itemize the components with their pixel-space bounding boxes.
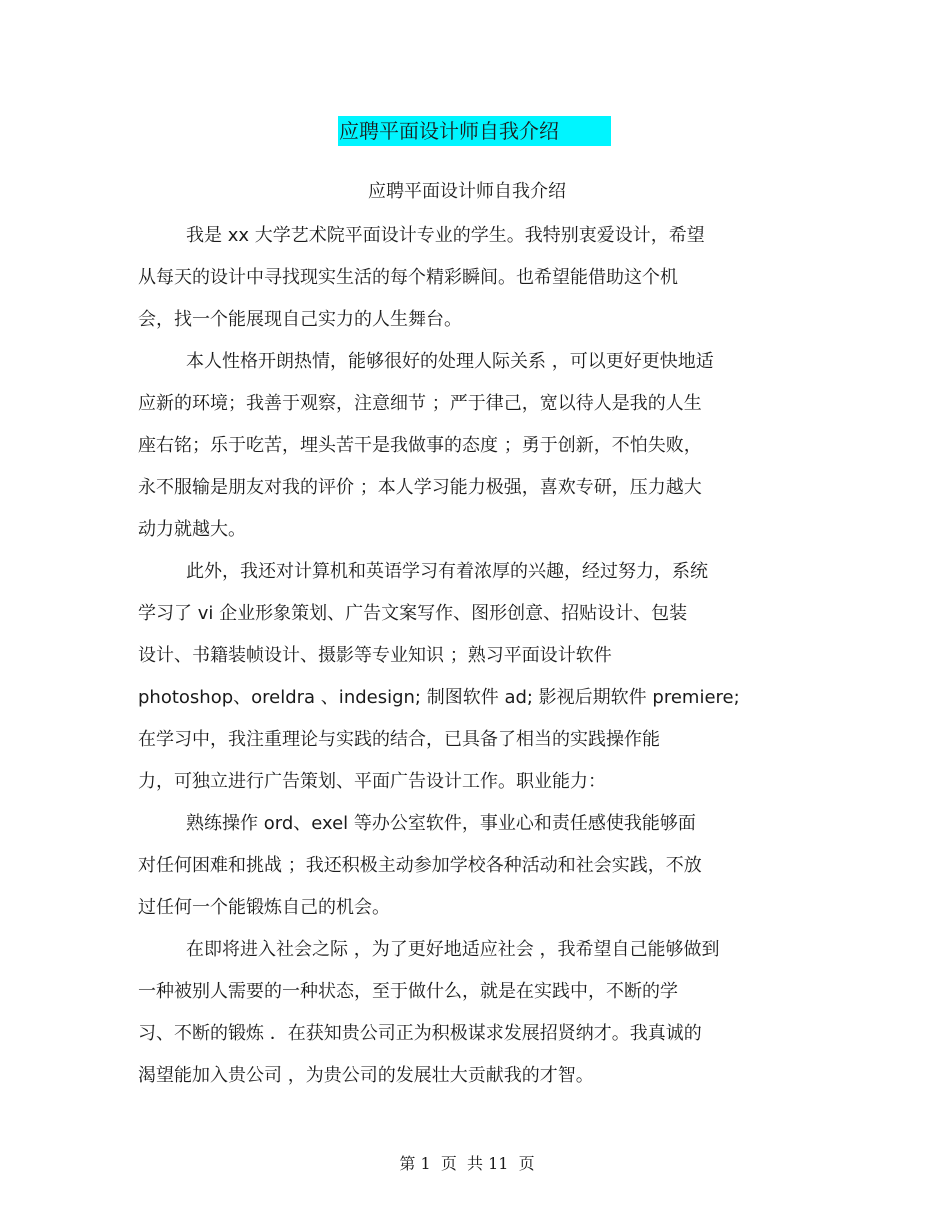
paragraph-line: 一种被别人需要的一种状态，至于做什么，就是在实践中，不断的学 [138,981,678,1002]
paragraph-line: photoshop、oreldra 、indesign; 制图软件 ad; 影视后期软件 premiere; [138,687,740,708]
paragraph-line: 学习了 vi 企业形象策划、广告文案写作、图形创意、招贴设计、包装 [138,603,688,624]
paragraph-line: 座右铭；乐于吃苦，埋头苦干是我做事的态度 ；勇于创新，不怕失败， [138,435,702,456]
paragraph-line: 在即将进入社会之际 ，为了更好地适应社会 ，我希望自己能够做到 [186,939,720,960]
paragraph-line: 力，可独立进行广告策划、平面广告设计工作。职业能力： [138,771,606,792]
paragraph-line: 应新的环境；我善于观察，注意细节 ；严于律己，宽以待人是我的人生 [138,393,702,414]
paragraph-line: 永不服输是朋友对我的评价 ；本人学习能力极强，喜欢专研，压力越大 [138,477,702,498]
paragraph-line: 习、不断的锻炼 ．在获知贵公司正为积极谋求发展招贤纳才。我真诚的 [138,1023,702,1044]
paragraph-line: 动力就越大。 [138,519,246,540]
paragraph-line: 从每天的设计中寻找现实生活的每个精彩瞬间。也希望能借助这个机 [138,267,678,288]
paragraph-line: 对任何困难和挑战 ；我还积极主动参加学校各种活动和社会实践，不放 [138,855,702,876]
paragraph-line: 此外，我还对计算机和英语学习有着浓厚的兴趣，经过努力，系统 [186,561,708,582]
paragraph-line: 渴望能加入贵公司 ，为贵公司的发展壮大贡献我的才智。 [138,1065,594,1086]
paragraph-line: 过任何一个能锻炼自己的机会。 [138,897,390,918]
paragraph-line: 在学习中，我注重理论与实践的结合，已具备了相当的实践操作能 [138,729,660,750]
document-body [138,220,818,1102]
page-footer: 第 1 页 共 11 页 [399,1154,535,1173]
paragraph-line: 设计、书籍装帧设计、摄影等专业知识 ；熟习平面设计软件 [138,645,612,666]
paragraph-line: 我是 xx 大学艺术院平面设计专业的学生。我特别衷爱设计，希望 [186,225,705,246]
document-title: 应聘平面设计师自我介绍 [338,116,611,146]
paragraph-line: 本人性格开朗热情，能够很好的处理人际关系 ，可以更好更快地适 [186,351,714,372]
paragraph-line: 熟练操作 ord、exel 等办公室软件，事业心和责任感使我能够面 [186,813,696,834]
paragraph-line: 会，找一个能展现自己实力的人生舞台。 [138,309,462,330]
document-subtitle: 应聘平面设计师自我介绍 [368,181,566,202]
